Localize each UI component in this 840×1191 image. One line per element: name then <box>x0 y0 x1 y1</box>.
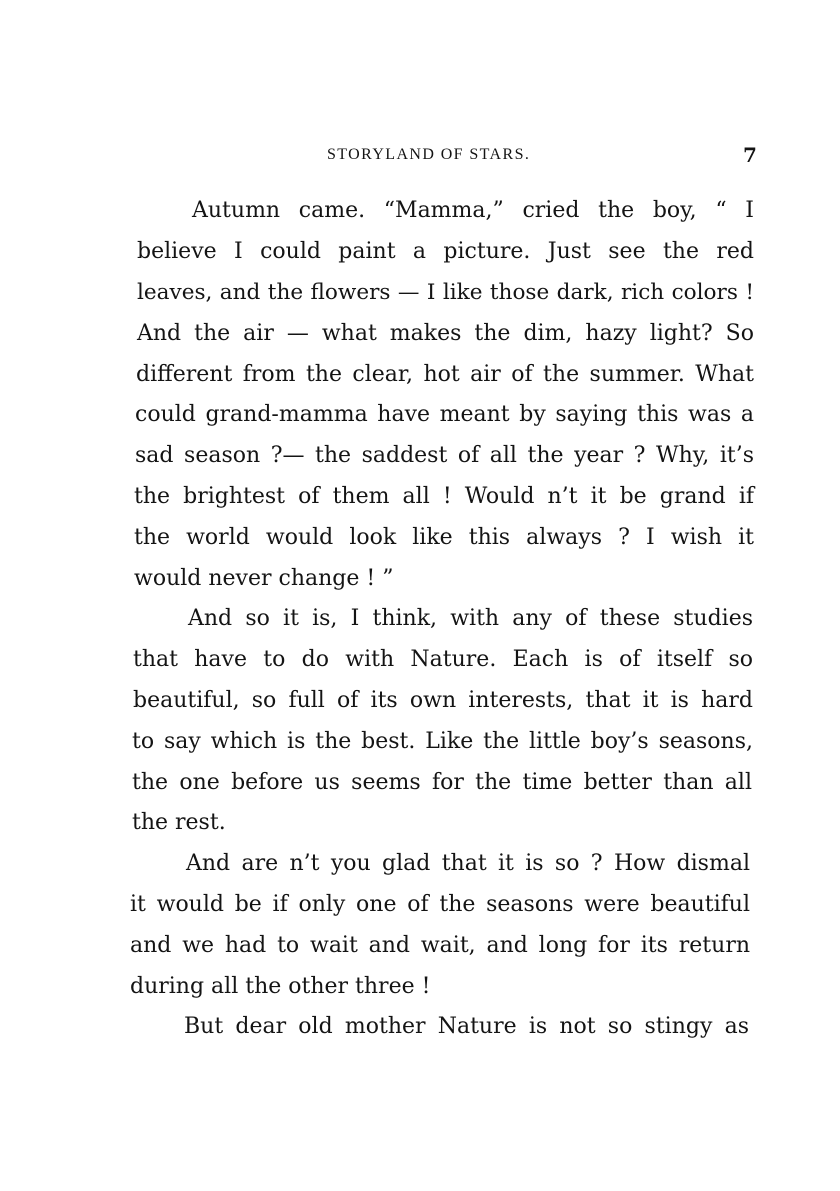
text-line: Autumn came. “Mamma,” cried the boy, “ I <box>192 198 754 223</box>
running-head: STORYLAND OF STARS. <box>327 146 531 163</box>
text-line: the world would look like this always ? I wish it <box>134 525 754 550</box>
text-line: And the air — what makes the dim, hazy light? So <box>137 321 754 346</box>
text-line: during all the other three ! <box>130 974 431 999</box>
text-line: believe I could paint a picture. Just see the red <box>137 239 754 264</box>
text-line: And so it is, I think, with any of these studies <box>188 606 753 631</box>
text-line: could grand-mamma have meant by saying this was a <box>135 402 754 427</box>
text-line: leaves, and the flowers — I like those dark, rich colors ! <box>137 280 754 305</box>
text-line: to say which is the best. Like the little boy’s seasons, <box>132 729 753 754</box>
text-line: And are n’t you glad that it is so ? How dismal <box>186 851 750 876</box>
text-line: the brightest of them all ! Would n’t it be grand if <box>134 484 754 509</box>
text-line: and we had to wait and wait, and long for its return <box>130 933 750 958</box>
text-line: different from the clear, hot air of the summer. What <box>136 362 754 387</box>
text-line: the one before us seems for the time better than all <box>132 770 752 795</box>
text-line: that have to do with Nature. Each is of itself so <box>133 647 753 672</box>
text-line: beautiful, so full of its own interests, that it is hard <box>133 688 753 713</box>
text-line: sad season ?— the saddest of all the year ? Why, it’s <box>135 443 754 468</box>
text-line: would never change ! ” <box>134 566 394 591</box>
text-line: But dear old mother Nature is not so stingy as <box>184 1014 749 1039</box>
page-number: 7 <box>743 143 757 167</box>
text-line: the rest. <box>132 810 226 835</box>
text-line: it would be if only one of the seasons were beautiful <box>130 892 750 917</box>
